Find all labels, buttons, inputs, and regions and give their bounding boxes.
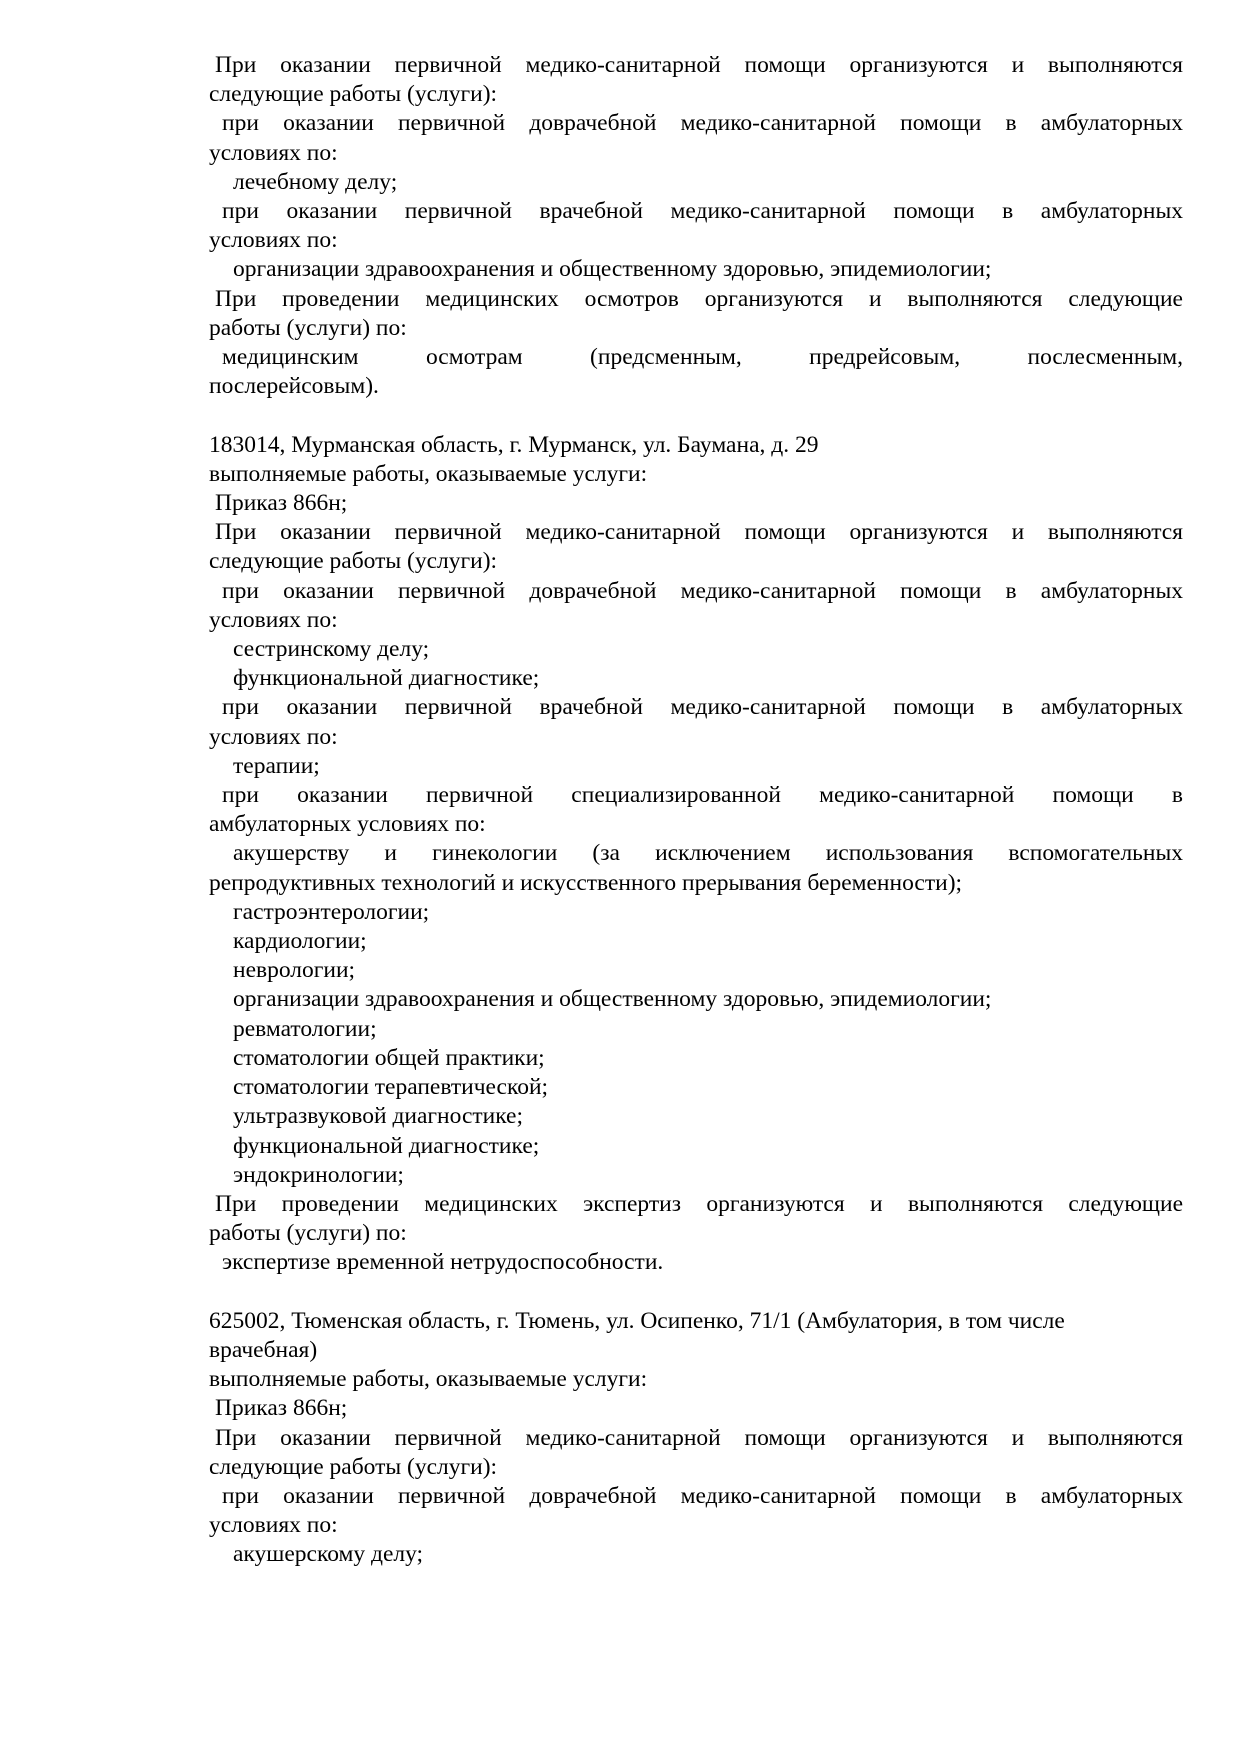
text-line: Приказ 866н; <box>215 1395 348 1422</box>
text-line: лечебному делу; <box>233 168 398 195</box>
text-line: условиях по: <box>209 139 338 166</box>
text-line: неврологии; <box>233 957 356 984</box>
section-services-continuation <box>209 51 1183 401</box>
text-line: функциональной диагностике; <box>233 1132 540 1159</box>
text-line: работы (услуги) по: <box>209 1220 407 1247</box>
text-line: амбулаторных условиях по: <box>209 811 486 838</box>
text-line: акушерскому делу; <box>233 1541 424 1568</box>
text-line: работы (услуги) по: <box>209 314 407 341</box>
text-line: кардиологии; <box>233 928 367 955</box>
text-line: эндокринологии; <box>233 1161 404 1188</box>
text-line: следующие работы (услуги): <box>209 81 498 108</box>
text-line: При оказании первичной медико-санитарной помощи организуются и выполняются <box>215 519 1183 546</box>
text-line: организации здравоохранения и общественному здоровью, эпидемиологии; <box>233 986 992 1013</box>
text-line: при оказании первичной доврачебной медико-санитарной помощи в амбулаторных <box>222 110 1183 137</box>
text-line: условиях по: <box>209 1512 338 1539</box>
section-address-murmansk <box>209 431 1183 1278</box>
text-line: выполняемые работы, оказываемые услуги: <box>209 460 648 487</box>
text-line: стоматологии общей практики; <box>233 1044 545 1071</box>
text-line: следующие работы (услуги): <box>209 1453 498 1480</box>
text-line: при оказании первичной специализированной медико-санитарной помощи в <box>222 782 1183 809</box>
text-line: следующие работы (услуги): <box>209 548 498 575</box>
text-line: экспертизе временной нетрудоспособности. <box>222 1249 664 1276</box>
text-line: При проведении медицинских экспертиз организуются и выполняются следующие <box>215 1190 1183 1217</box>
text-line: гастроэнтерологии; <box>233 898 430 925</box>
text-line: организации здравоохранения и общественному здоровью, эпидемиологии; <box>233 256 992 283</box>
text-line: При оказании первичной медико-санитарной помощи организуются и выполняются <box>215 52 1183 78</box>
text-line: условиях по: <box>209 606 338 633</box>
text-line: сестринскому делу; <box>233 636 430 663</box>
text-line: ультразвуковой диагностике; <box>233 1103 524 1130</box>
text-line: Приказ 866н; <box>215 490 348 517</box>
text-line: При проведении медицинских осмотров организуются и выполняются следующие <box>215 285 1183 312</box>
section-address-tyumen <box>209 1307 1183 1570</box>
license-text-block <box>209 51 1183 1570</box>
text-line: послерейсовым). <box>209 373 379 400</box>
text-line: при оказании первичной врачебной медико-санитарной помощи в амбулаторных <box>222 198 1183 225</box>
text-line: стоматологии терапевтической; <box>233 1074 549 1101</box>
text-line: врачебная) <box>209 1336 318 1363</box>
text-line: при оказании первичной врачебной медико-санитарной помощи в амбулаторных <box>222 694 1183 721</box>
text-line: акушерству и гинекологии (за исключением использования вспомогательных <box>233 840 1183 867</box>
text-line: функциональной диагностике; <box>233 665 540 692</box>
text-line: репродуктивных технологий и искусственного прерывания беременности); <box>209 869 963 896</box>
text-line: ревматологии; <box>233 1015 377 1042</box>
text-line: При оказании первичной медико-санитарной помощи организуются и выполняются <box>215 1424 1183 1451</box>
text-line: терапии; <box>233 752 320 779</box>
text-line: при оказании первичной доврачебной медико-санитарной помощи в амбулаторных <box>222 577 1183 604</box>
text-line: 625002, Тюменская область, г. Тюмень, ул. Осипенко, 71/1 (Амбулатория, в том числе <box>209 1307 1065 1334</box>
text-line: при оказании первичной доврачебной медико-санитарной помощи в амбулаторных <box>222 1482 1183 1509</box>
text-line: условиях по: <box>209 227 338 254</box>
text-line: условиях по: <box>209 723 338 750</box>
text-line: медицинским осмотрам (предсменным, предрейсовым, послесменным, <box>222 344 1183 371</box>
text-line: 183014, Мурманская область, г. Мурманск, ул. Баумана, д. 29 <box>209 431 819 458</box>
text-line: выполняемые работы, оказываемые услуги: <box>209 1366 648 1393</box>
